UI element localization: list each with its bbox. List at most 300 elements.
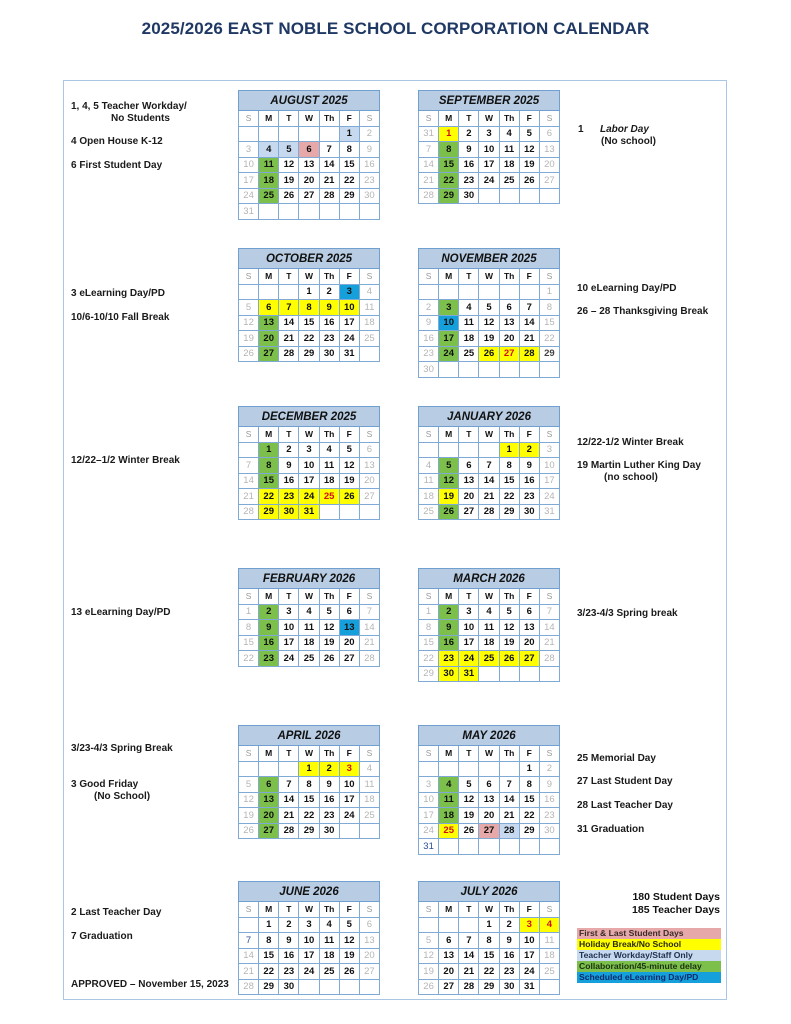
weekday-header: T xyxy=(279,111,299,127)
day-cell: 25 xyxy=(499,173,519,189)
day-cell: 30 xyxy=(319,823,339,839)
day-cell: 15 xyxy=(479,948,499,964)
day-cell: 23 xyxy=(259,651,279,667)
weekday-header: T xyxy=(459,902,479,918)
day-cell: 24 xyxy=(239,188,259,204)
weekday-header: Th xyxy=(499,111,519,127)
weekday-header: S xyxy=(539,589,559,605)
day-cell: 23 xyxy=(359,173,379,189)
legend-collaboration-delay: Collaboration/45-minute delay xyxy=(577,961,721,972)
day-cell: 16 xyxy=(319,315,339,331)
weekday-header: S xyxy=(539,111,559,127)
day-cell: 30 xyxy=(519,504,539,520)
day-cell: 6 xyxy=(259,300,279,316)
day-cell: 6 xyxy=(259,777,279,793)
week-row xyxy=(419,620,560,636)
day-cell: 2 xyxy=(319,761,339,777)
day-cell: 20 xyxy=(299,173,319,189)
page-title: 2025/2026 EAST NOBLE SCHOOL CORPORATION CALENDAR xyxy=(141,19,650,38)
week-row xyxy=(239,331,380,347)
day-cell: 7 xyxy=(279,777,299,793)
empty-cell xyxy=(499,839,519,855)
day-cell: 30 xyxy=(439,666,459,682)
weekday-header: F xyxy=(339,589,359,605)
empty-cell xyxy=(339,204,359,220)
month-january-2026 xyxy=(418,406,560,520)
day-cell: 12 xyxy=(419,948,439,964)
day-cell: 6 xyxy=(459,458,479,474)
weekday-header: S xyxy=(359,269,379,285)
empty-cell xyxy=(479,666,499,682)
day-cell: 7 xyxy=(359,604,379,620)
empty-cell xyxy=(419,284,439,300)
day-cell: 20 xyxy=(259,331,279,347)
day-cell: 6 xyxy=(499,300,519,316)
week-row xyxy=(239,979,380,995)
weekday-header: M xyxy=(439,746,459,762)
day-cell: 9 xyxy=(519,458,539,474)
note-may-last-student-day: 27 Last Student Day xyxy=(577,776,673,787)
day-cell: 17 xyxy=(299,473,319,489)
day-cell: 12 xyxy=(319,620,339,636)
day-cell: 10 xyxy=(299,458,319,474)
day-cell: 12 xyxy=(439,473,459,489)
week-row xyxy=(419,442,560,458)
weekday-header: Th xyxy=(499,269,519,285)
day-cell: 10 xyxy=(519,933,539,949)
day-cell: 27 xyxy=(299,188,319,204)
day-cell: 5 xyxy=(479,300,499,316)
day-cell: 12 xyxy=(279,157,299,173)
note-may-graduation: 31 Graduation xyxy=(577,824,645,835)
empty-cell xyxy=(419,761,439,777)
week-row xyxy=(239,620,380,636)
day-cell: 2 xyxy=(499,917,519,933)
day-cell: 27 xyxy=(499,346,519,362)
day-cell: 22 xyxy=(499,489,519,505)
empty-cell xyxy=(439,442,459,458)
day-cell: 3 xyxy=(279,604,299,620)
day-cell: 17 xyxy=(239,173,259,189)
day-cell: 23 xyxy=(279,489,299,505)
day-cell: 2 xyxy=(359,126,379,142)
day-cell: 5 xyxy=(339,917,359,933)
day-cell: 17 xyxy=(339,792,359,808)
empty-cell xyxy=(439,917,459,933)
day-cell: 26 xyxy=(239,346,259,362)
weekday-header: F xyxy=(519,589,539,605)
week-row xyxy=(419,823,560,839)
empty-cell xyxy=(459,839,479,855)
week-row xyxy=(419,808,560,824)
day-cell: 12 xyxy=(239,792,259,808)
day-cell: 15 xyxy=(259,473,279,489)
weekday-header: S xyxy=(239,589,259,605)
month-august-2025 xyxy=(238,90,380,220)
day-cell: 27 xyxy=(339,651,359,667)
weekday-header: T xyxy=(279,427,299,443)
note-feb-elearning: 13 eLearning Day/PD xyxy=(71,607,171,618)
day-cell: 16 xyxy=(359,157,379,173)
empty-cell xyxy=(299,979,319,995)
day-cell: 14 xyxy=(319,157,339,173)
day-cell: 4 xyxy=(299,604,319,620)
weekday-header: F xyxy=(519,746,539,762)
day-cell: 10 xyxy=(439,315,459,331)
day-cell: 18 xyxy=(439,808,459,824)
day-cell: 6 xyxy=(539,126,559,142)
day-cell: 22 xyxy=(519,808,539,824)
week-row xyxy=(419,635,560,651)
weekday-header: S xyxy=(419,589,439,605)
empty-cell xyxy=(519,666,539,682)
day-cell: 9 xyxy=(439,620,459,636)
day-cell: 4 xyxy=(359,284,379,300)
week-row xyxy=(419,188,560,204)
day-cell: 18 xyxy=(319,948,339,964)
week-row xyxy=(239,823,380,839)
day-cell: 13 xyxy=(299,157,319,173)
note-aug-first-student-day: 6 First Student Day xyxy=(71,160,163,171)
day-cell: 24 xyxy=(299,964,319,980)
day-cell: 8 xyxy=(299,777,319,793)
day-cell: 18 xyxy=(259,173,279,189)
month-title: MARCH 2026 xyxy=(419,569,560,589)
day-cell: 17 xyxy=(439,331,459,347)
empty-cell xyxy=(439,284,459,300)
empty-cell xyxy=(459,917,479,933)
weekday-header: S xyxy=(359,902,379,918)
day-cell: 13 xyxy=(459,473,479,489)
day-cell: 11 xyxy=(539,933,559,949)
day-cell: 31 xyxy=(339,346,359,362)
note-jan-mlk-day: 19 Martin Luther King Day xyxy=(577,460,701,471)
empty-cell xyxy=(299,204,319,220)
weekday-header: S xyxy=(539,902,559,918)
day-cell: 4 xyxy=(319,917,339,933)
day-cell: 6 xyxy=(519,604,539,620)
day-cell: 21 xyxy=(279,331,299,347)
day-cell: 17 xyxy=(519,948,539,964)
day-cell: 12 xyxy=(499,620,519,636)
weekday-header: W xyxy=(299,269,319,285)
month-title: APRIL 2026 xyxy=(239,726,380,746)
day-cell: 4 xyxy=(419,458,439,474)
weekday-header: T xyxy=(459,746,479,762)
day-cell: 25 xyxy=(459,346,479,362)
weekday-header: W xyxy=(299,746,319,762)
day-cell: 2 xyxy=(279,917,299,933)
day-cell: 20 xyxy=(339,635,359,651)
week-row xyxy=(239,635,380,651)
day-cell: 3 xyxy=(479,126,499,142)
day-cell: 11 xyxy=(259,157,279,173)
day-cell: 10 xyxy=(539,458,559,474)
day-cell: 14 xyxy=(459,948,479,964)
day-cell: 26 xyxy=(499,651,519,667)
day-cell: 14 xyxy=(479,473,499,489)
empty-cell xyxy=(359,346,379,362)
day-cell: 26 xyxy=(339,489,359,505)
day-cell: 17 xyxy=(299,948,319,964)
weekday-header: M xyxy=(259,589,279,605)
weekday-header: S xyxy=(359,589,379,605)
weekday-header: Th xyxy=(319,902,339,918)
weekday-header: S xyxy=(539,746,559,762)
week-row xyxy=(419,917,560,933)
day-cell: 31 xyxy=(519,979,539,995)
day-cell: 28 xyxy=(539,651,559,667)
day-cell: 9 xyxy=(539,777,559,793)
day-cell: 24 xyxy=(299,489,319,505)
day-cell: 13 xyxy=(359,933,379,949)
week-row xyxy=(419,839,560,855)
empty-cell xyxy=(239,284,259,300)
day-cell: 14 xyxy=(279,792,299,808)
day-cell: 18 xyxy=(359,792,379,808)
weekday-header: Th xyxy=(319,589,339,605)
weekday-header: F xyxy=(519,111,539,127)
weekday-header: W xyxy=(299,427,319,443)
day-cell: 22 xyxy=(299,808,319,824)
day-cell: 29 xyxy=(259,504,279,520)
day-cell: 17 xyxy=(479,157,499,173)
week-row xyxy=(419,792,560,808)
day-cell: 27 xyxy=(479,823,499,839)
month-may-2026 xyxy=(418,725,560,855)
week-row xyxy=(239,300,380,316)
empty-cell xyxy=(239,917,259,933)
day-cell: 9 xyxy=(279,458,299,474)
day-cell: 29 xyxy=(299,823,319,839)
empty-cell xyxy=(259,284,279,300)
day-cell: 10 xyxy=(419,792,439,808)
day-cell: 9 xyxy=(419,315,439,331)
day-cell: 10 xyxy=(339,777,359,793)
week-row xyxy=(239,651,380,667)
empty-cell xyxy=(479,284,499,300)
day-cell: 9 xyxy=(279,933,299,949)
month-title: JANUARY 2026 xyxy=(419,407,560,427)
day-cell: 17 xyxy=(539,473,559,489)
day-cell: 17 xyxy=(339,315,359,331)
day-cell: 20 xyxy=(439,964,459,980)
day-cell: 25 xyxy=(479,651,499,667)
week-row xyxy=(239,933,380,949)
day-cell: 30 xyxy=(279,504,299,520)
weekday-header: Th xyxy=(319,269,339,285)
weekday-header: S xyxy=(239,269,259,285)
weekday-header: W xyxy=(479,746,499,762)
day-cell: 15 xyxy=(439,157,459,173)
day-cell: 13 xyxy=(519,620,539,636)
student-days-total: 180 Student Days xyxy=(632,891,720,903)
month-june-2026 xyxy=(238,881,380,995)
day-cell: 30 xyxy=(459,188,479,204)
note-apr-spring-break: 3/23-4/3 Spring Break xyxy=(71,743,173,754)
empty-cell xyxy=(519,284,539,300)
week-row xyxy=(419,315,560,331)
weekday-header: M xyxy=(259,902,279,918)
color-legend xyxy=(577,928,721,983)
day-cell: 4 xyxy=(539,917,559,933)
day-cell: 27 xyxy=(439,979,459,995)
weekday-header: M xyxy=(439,902,459,918)
day-cell: 8 xyxy=(499,458,519,474)
day-cell: 13 xyxy=(499,315,519,331)
day-cell: 21 xyxy=(419,173,439,189)
day-cell: 24 xyxy=(459,651,479,667)
week-row xyxy=(239,808,380,824)
day-cell: 7 xyxy=(239,933,259,949)
day-cell: 2 xyxy=(439,604,459,620)
month-april-2026 xyxy=(238,725,380,839)
month-july-2026 xyxy=(418,881,560,995)
day-cell: 19 xyxy=(439,489,459,505)
day-cell: 18 xyxy=(359,315,379,331)
day-cell: 29 xyxy=(439,188,459,204)
month-title: FEBRUARY 2026 xyxy=(239,569,380,589)
day-cell: 26 xyxy=(239,823,259,839)
week-row xyxy=(239,142,380,158)
day-cell: 2 xyxy=(259,604,279,620)
day-cell: 1 xyxy=(299,761,319,777)
day-cell: 22 xyxy=(479,964,499,980)
day-cell: 4 xyxy=(319,442,339,458)
empty-cell xyxy=(259,126,279,142)
note-sep-labor-day: Labor Day xyxy=(600,124,649,135)
day-cell: 27 xyxy=(459,504,479,520)
day-cell: 18 xyxy=(319,473,339,489)
day-cell: 22 xyxy=(259,489,279,505)
day-cell: 12 xyxy=(339,933,359,949)
day-cell: 26 xyxy=(519,173,539,189)
day-cell: 20 xyxy=(539,157,559,173)
month-october-2025 xyxy=(238,248,380,362)
day-cell: 28 xyxy=(319,188,339,204)
month-title: JUNE 2026 xyxy=(239,882,380,902)
day-cell: 28 xyxy=(459,979,479,995)
day-cell: 4 xyxy=(459,300,479,316)
day-cell: 14 xyxy=(279,315,299,331)
empty-cell xyxy=(459,761,479,777)
week-row xyxy=(419,362,560,378)
empty-cell xyxy=(439,362,459,378)
weekday-header: W xyxy=(299,902,319,918)
weekday-header: S xyxy=(239,111,259,127)
day-cell: 10 xyxy=(479,142,499,158)
week-row xyxy=(419,933,560,949)
day-cell: 1 xyxy=(259,442,279,458)
month-november-2025 xyxy=(418,248,560,378)
empty-cell xyxy=(499,284,519,300)
week-row xyxy=(239,792,380,808)
day-cell: 21 xyxy=(459,964,479,980)
day-cell: 28 xyxy=(499,823,519,839)
empty-cell xyxy=(419,442,439,458)
day-cell: 8 xyxy=(419,620,439,636)
day-cell: 19 xyxy=(279,173,299,189)
day-cell: 8 xyxy=(479,933,499,949)
day-cell: 1 xyxy=(439,126,459,142)
day-cell: 16 xyxy=(459,157,479,173)
day-cell: 23 xyxy=(419,346,439,362)
note-aug-teacher-workday: 1, 4, 5 Teacher Workday/ xyxy=(71,101,187,112)
day-cell: 14 xyxy=(519,315,539,331)
day-cell: 16 xyxy=(419,331,439,347)
weekday-header: S xyxy=(419,269,439,285)
day-cell: 11 xyxy=(499,142,519,158)
day-cell: 18 xyxy=(299,635,319,651)
empty-cell xyxy=(279,204,299,220)
day-cell: 7 xyxy=(239,458,259,474)
weekday-header: T xyxy=(459,427,479,443)
empty-cell xyxy=(319,204,339,220)
day-cell: 6 xyxy=(479,777,499,793)
day-cell: 19 xyxy=(419,964,439,980)
day-cell: 25 xyxy=(359,808,379,824)
day-cell: 7 xyxy=(519,300,539,316)
day-cell: 23 xyxy=(279,964,299,980)
day-cell: 26 xyxy=(479,346,499,362)
day-cell: 12 xyxy=(519,142,539,158)
month-march-2026 xyxy=(418,568,560,682)
empty-cell xyxy=(339,823,359,839)
day-cell: 29 xyxy=(479,979,499,995)
weekday-header: W xyxy=(479,427,499,443)
day-cell: 21 xyxy=(479,489,499,505)
day-cell: 27 xyxy=(519,651,539,667)
legend-elearning-day: Scheduled eLearning Day/PD xyxy=(577,972,721,983)
weekday-header: M xyxy=(439,111,459,127)
day-cell: 16 xyxy=(279,473,299,489)
day-cell: 17 xyxy=(279,635,299,651)
day-cell: 4 xyxy=(499,126,519,142)
week-row xyxy=(239,442,380,458)
day-cell: 6 xyxy=(359,917,379,933)
day-cell: 1 xyxy=(499,442,519,458)
note-jan-no-school: (no school) xyxy=(604,472,658,483)
day-cell: 6 xyxy=(339,604,359,620)
day-cell: 1 xyxy=(339,126,359,142)
weekday-header: M xyxy=(439,269,459,285)
day-cell: 2 xyxy=(319,284,339,300)
day-cell: 19 xyxy=(519,157,539,173)
empty-cell xyxy=(479,839,499,855)
day-cell: 10 xyxy=(339,300,359,316)
day-cell: 28 xyxy=(419,188,439,204)
day-cell: 10 xyxy=(279,620,299,636)
day-cell: 26 xyxy=(419,979,439,995)
day-cell: 9 xyxy=(319,777,339,793)
note-jan-winter-break: 12/22-1/2 Winter Break xyxy=(577,437,684,448)
day-cell: 20 xyxy=(499,331,519,347)
day-cell: 4 xyxy=(479,604,499,620)
weekday-header: S xyxy=(359,427,379,443)
day-cell: 14 xyxy=(539,620,559,636)
day-cell: 23 xyxy=(439,651,459,667)
day-cell: 29 xyxy=(259,979,279,995)
legend-holiday-break: Holiday Break/No School xyxy=(577,939,721,950)
weekday-header: W xyxy=(479,111,499,127)
day-cell: 16 xyxy=(279,948,299,964)
weekday-header: F xyxy=(519,427,539,443)
day-cell: 13 xyxy=(259,792,279,808)
day-cell: 29 xyxy=(419,666,439,682)
day-cell: 14 xyxy=(499,792,519,808)
day-cell: 30 xyxy=(279,979,299,995)
day-cell: 9 xyxy=(459,142,479,158)
